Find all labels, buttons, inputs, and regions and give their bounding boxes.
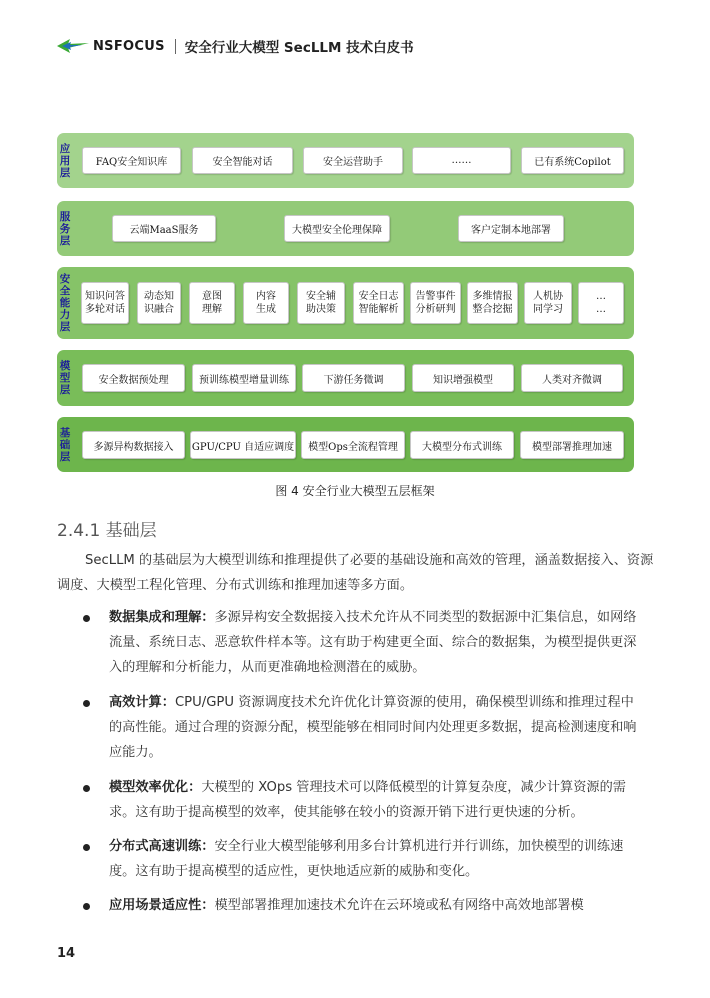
layer-box: 人类对齐微调 bbox=[521, 364, 623, 392]
bullet-icon bbox=[83, 615, 90, 622]
layer-box: 云端MaaS服务 bbox=[112, 215, 216, 242]
nsfocus-logo bbox=[56, 38, 165, 54]
bullet-text: 模型部署推理加速技术允许在云环境或私有网络中高效地部署模 bbox=[214, 898, 584, 913]
page-header bbox=[56, 34, 414, 58]
layer-box: 内容 生成 bbox=[243, 282, 289, 324]
layer-box: 模型Ops全流程管理 bbox=[301, 431, 405, 459]
bullet-icon bbox=[83, 844, 90, 851]
layer-box: 人机协 同学习 bbox=[524, 282, 572, 324]
bullet-icon bbox=[83, 903, 90, 910]
layer-box: 大模型分布式训练 bbox=[410, 431, 514, 459]
bullet-text: 大模型的 XOps 管理技术可以降低模型的计算复杂度，减少计算资源的需求。这有助于提高模型的效率，使其能够在较小的资源开销下进行更快速的分析。 bbox=[109, 780, 626, 820]
list-item bbox=[83, 775, 643, 825]
layer-box: 安全辅 助决策 bbox=[297, 282, 345, 324]
nsfocus-logo-icon bbox=[56, 38, 90, 54]
bullet-icon bbox=[83, 785, 90, 792]
layer-box: 多源异构数据接入 bbox=[82, 431, 185, 459]
list-item bbox=[83, 605, 643, 680]
bullet-text: 多源异构安全数据接入技术允许从不同类型的数据源中汇集信息，如网络流量、系统日志、恶意软件样本等。这有助于构建更全面、综合的数据集，为模型提供更深入的理解和分析能力，从而更准确地检测潜在的威胁。 bbox=[109, 610, 637, 675]
layer-box: 动态知 识融合 bbox=[137, 282, 181, 324]
layer-box: 知识增强模型 bbox=[412, 364, 514, 392]
security-capability-layer bbox=[57, 267, 634, 339]
header-divider bbox=[175, 39, 176, 54]
layer-box: 安全智能对话 bbox=[192, 147, 293, 174]
logo-text: NSFOCUS bbox=[93, 38, 165, 54]
document-title: 安全行业大模型 SecLLM 技术白皮书 bbox=[184, 40, 414, 56]
model-layer bbox=[57, 350, 634, 406]
layer-box: 安全日志 智能解析 bbox=[353, 282, 404, 324]
foundation-layer bbox=[57, 417, 634, 472]
bullet-term: 分布式高速训练： bbox=[109, 839, 215, 854]
layer-box: 安全运营助手 bbox=[303, 147, 403, 174]
page-number: 14 bbox=[57, 946, 76, 961]
layer-box: GPU/CPU 自适应调度 bbox=[190, 431, 296, 459]
layer-box: 安全数据预处理 bbox=[82, 364, 185, 392]
bullet-term: 数据集成和理解： bbox=[109, 610, 215, 625]
layer-box: 客户定制本地部署 bbox=[458, 215, 564, 242]
layer-label: 服 务 层 bbox=[59, 210, 71, 247]
layer-box: FAQ安全知识库 bbox=[82, 147, 181, 174]
layer-box: 意图 理解 bbox=[189, 282, 235, 324]
layer-box: 大模型安全伦理保障 bbox=[284, 215, 390, 242]
layer-box: 模型部署推理加速 bbox=[520, 431, 624, 459]
layer-label: 应 用 层 bbox=[59, 142, 71, 179]
bullet-text: CPU/GPU 资源调度技术允许优化计算资源的使用，确保模型训练和推理过程中的高性能。通过合理的资源分配，模型能够在相同时间内处理更多数据，提高检测速度和响应能力。 bbox=[109, 695, 637, 760]
layer-box: 多维情报 整合挖掘 bbox=[467, 282, 518, 324]
list-item bbox=[83, 893, 643, 918]
bullet-term: 高效计算： bbox=[109, 695, 175, 710]
bullet-term: 模型效率优化： bbox=[109, 780, 202, 795]
layer-box: 下游任务微调 bbox=[302, 364, 405, 392]
layer-box: … … bbox=[578, 282, 624, 324]
bullet-term: 应用场景适应性： bbox=[109, 898, 215, 913]
layer-box: 知识问答 多轮对话 bbox=[81, 282, 129, 324]
layer-box: 已有系统Copilot bbox=[521, 147, 624, 174]
layer-label: 安 全 能 力 层 bbox=[59, 273, 71, 333]
list-item bbox=[83, 690, 643, 765]
figure-caption: 图 4 安全行业大模型五层框架 bbox=[275, 484, 435, 498]
layer-box: 告警事件 分析研判 bbox=[410, 282, 461, 324]
bullet-icon bbox=[83, 700, 90, 707]
layer-label: 模 型 层 bbox=[59, 360, 71, 396]
list-item bbox=[83, 834, 643, 884]
bullet-text: 安全行业大模型能够利用多台计算机进行并行训练，加快模型的训练速度。这有助于提高模型的适应性，更快地适应新的威胁和变化。 bbox=[109, 839, 624, 879]
service-layer bbox=[57, 201, 634, 256]
layer-box: 预训练模型增量训练 bbox=[192, 364, 296, 392]
intro-paragraph: SecLLM 的基础层为大模型训练和推理提供了必要的基础设施和高效的管理，涵盖数据接入、资源调度、大模型工程化管理、分布式训练和推理加速等多方面。 bbox=[57, 553, 654, 593]
layer-box: …… bbox=[412, 147, 511, 174]
layer-label: 基 础 层 bbox=[59, 426, 71, 463]
section-title: 2.4.1 基础层 bbox=[57, 521, 157, 541]
application-layer bbox=[57, 133, 634, 188]
